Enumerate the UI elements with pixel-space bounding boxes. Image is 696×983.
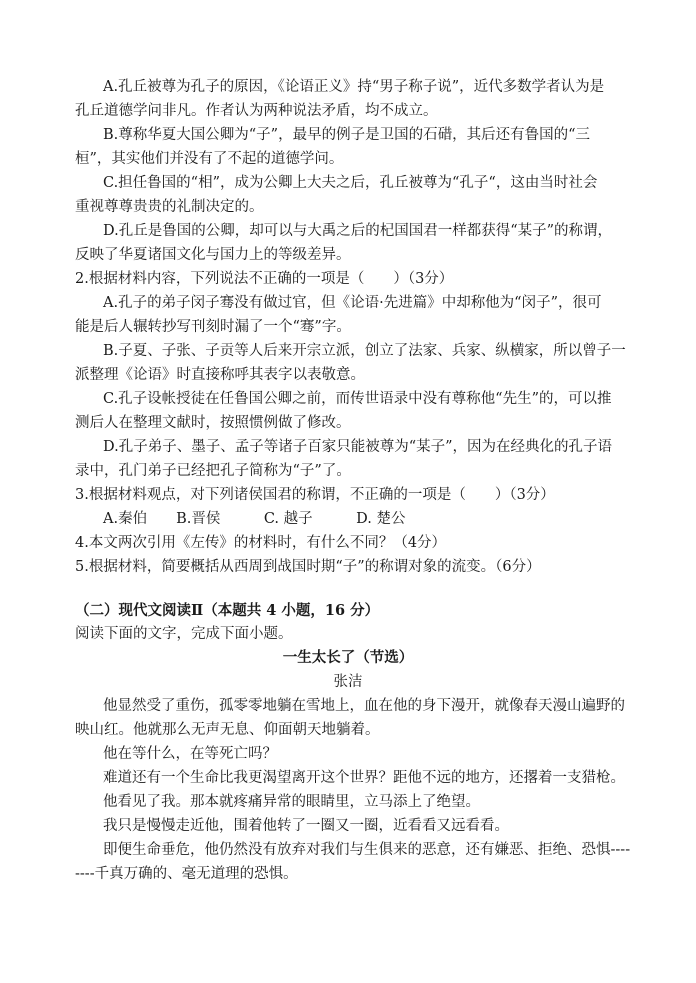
q3-stem: 3.根据材料观点，对下列诸侯国君的称谓，不正确的一项是（ ）（3分） bbox=[75, 487, 555, 503]
story-title: 一生太长了（节选） bbox=[282, 649, 414, 666]
q2-option-d-line2: 录中，孔门弟子已经把孔子简称为“子”了。 bbox=[75, 463, 351, 479]
story-p1-line1: 他显然受了重伤，孤零零地躺在雪地上，血在他的身下漫开，就像春天漫山遍野的 bbox=[103, 698, 625, 714]
q4-stem: 4.本文两次引用《左传》的材料时，有什么不同？（4分） bbox=[75, 535, 447, 551]
story-p3: 难道还有一个生命比我更渴望离开这个世界？距他不远的地方，还撂着一支猎枪。 bbox=[103, 770, 625, 786]
q2-option-a-line1: A.孔子的弟子闵子骞没有做过官，但《论语·先进篇》中却称他为“闵子”，很可 bbox=[103, 295, 602, 311]
section2-instruction: 阅读下面的文字，完成下面小题。 bbox=[75, 626, 293, 642]
story-p4: 他看见了我。那本就疼痛异常的眼睛里，立马添上了绝望。 bbox=[103, 794, 480, 810]
q1-option-c-line2: 重视尊尊贵贵的礼制决定的。 bbox=[75, 199, 264, 215]
q3-options: A.秦伯 B.晋侯 C. 越子 D. 楚公 bbox=[103, 511, 406, 527]
q2-stem: 2.根据材料内容，下列说法不正确的一项是（ ）（3分） bbox=[75, 271, 454, 287]
story-p6-line2: ----千真万确的、毫无道理的恐惧。 bbox=[75, 866, 298, 882]
q5-stem: 5.根据材料，简要概括从西周到战国时期“子”的称谓对象的流变。（6分） bbox=[75, 559, 541, 575]
q2-option-b-line2: 派整理《论语》时直接称呼其表字以表敬意。 bbox=[75, 367, 365, 383]
story-p6-line1: 即便生命垂危，他仍然没有放弃对我们与生俱来的恶意，还有嫌恶、拒绝、恐惧---- bbox=[103, 842, 631, 858]
q1-option-b-line1: B.尊称华夏大国公卿为“子”，最早的例子是卫国的石碏，其后还有鲁国的“三 bbox=[103, 127, 591, 143]
q2-option-c-line1: C.孔子设帐授徒在任鲁国公卿之前，而传世语录中没有尊称他“先生”的，可以推 bbox=[103, 391, 612, 407]
story-p2: 他在等什么，在等死亡吗？ bbox=[103, 746, 277, 762]
story-p1-line2: 映山红。他就那么无声无息、仰面朝天地躺着。 bbox=[75, 722, 380, 738]
q1-option-a-line1: A.孔丘被尊为孔子的原因，《论语正义》持“男子称子说”，近代多数学者认为是 bbox=[103, 79, 605, 95]
q2-option-c-line2: 测后人在整理文献时，按照惯例做了修改。 bbox=[75, 415, 351, 431]
q2-option-d-line1: D.孔子弟子、墨子、孟子等诸子百家只能被尊为“某子”，因为在经典化的孔子语 bbox=[103, 439, 613, 455]
q1-option-b-line2: 桓”，其实他们并没有了不起的道德学问。 bbox=[75, 151, 344, 167]
q1-option-c-line1: C.担任鲁国的“相”，成为公卿上大夫之后，孔丘被尊为“孔子“，这由当时社会 bbox=[103, 175, 598, 191]
section2-heading: （二）现代文阅读Ⅱ（本题共 4 小题，16 分） bbox=[75, 602, 380, 619]
q1-option-d-line2: 反映了华夏诸国文化与国力上的等级差异。 bbox=[75, 247, 351, 263]
story-author: 张洁 bbox=[333, 674, 363, 690]
q1-option-d-line1: D.孔丘是鲁国的公卿，却可以与大禹之后的杞国国君一样都获得“某子”的称谓， bbox=[103, 223, 613, 239]
q2-option-b-line1: B.子夏、子张、子贡等人后来开宗立派，创立了法家、兵家、纵横家，所以曾子一 bbox=[103, 343, 626, 359]
q1-option-a-line2: 孔丘道德学问非凡。作者认为两种说法矛盾，均不成立。 bbox=[75, 103, 438, 119]
q2-option-a-line2: 能是后人辗转抄写刊刻时漏了一个“骞”字。 bbox=[75, 319, 351, 335]
story-p5: 我只是慢慢走近他，围着他转了一圈又一圈，近看看又远看看。 bbox=[103, 818, 509, 834]
